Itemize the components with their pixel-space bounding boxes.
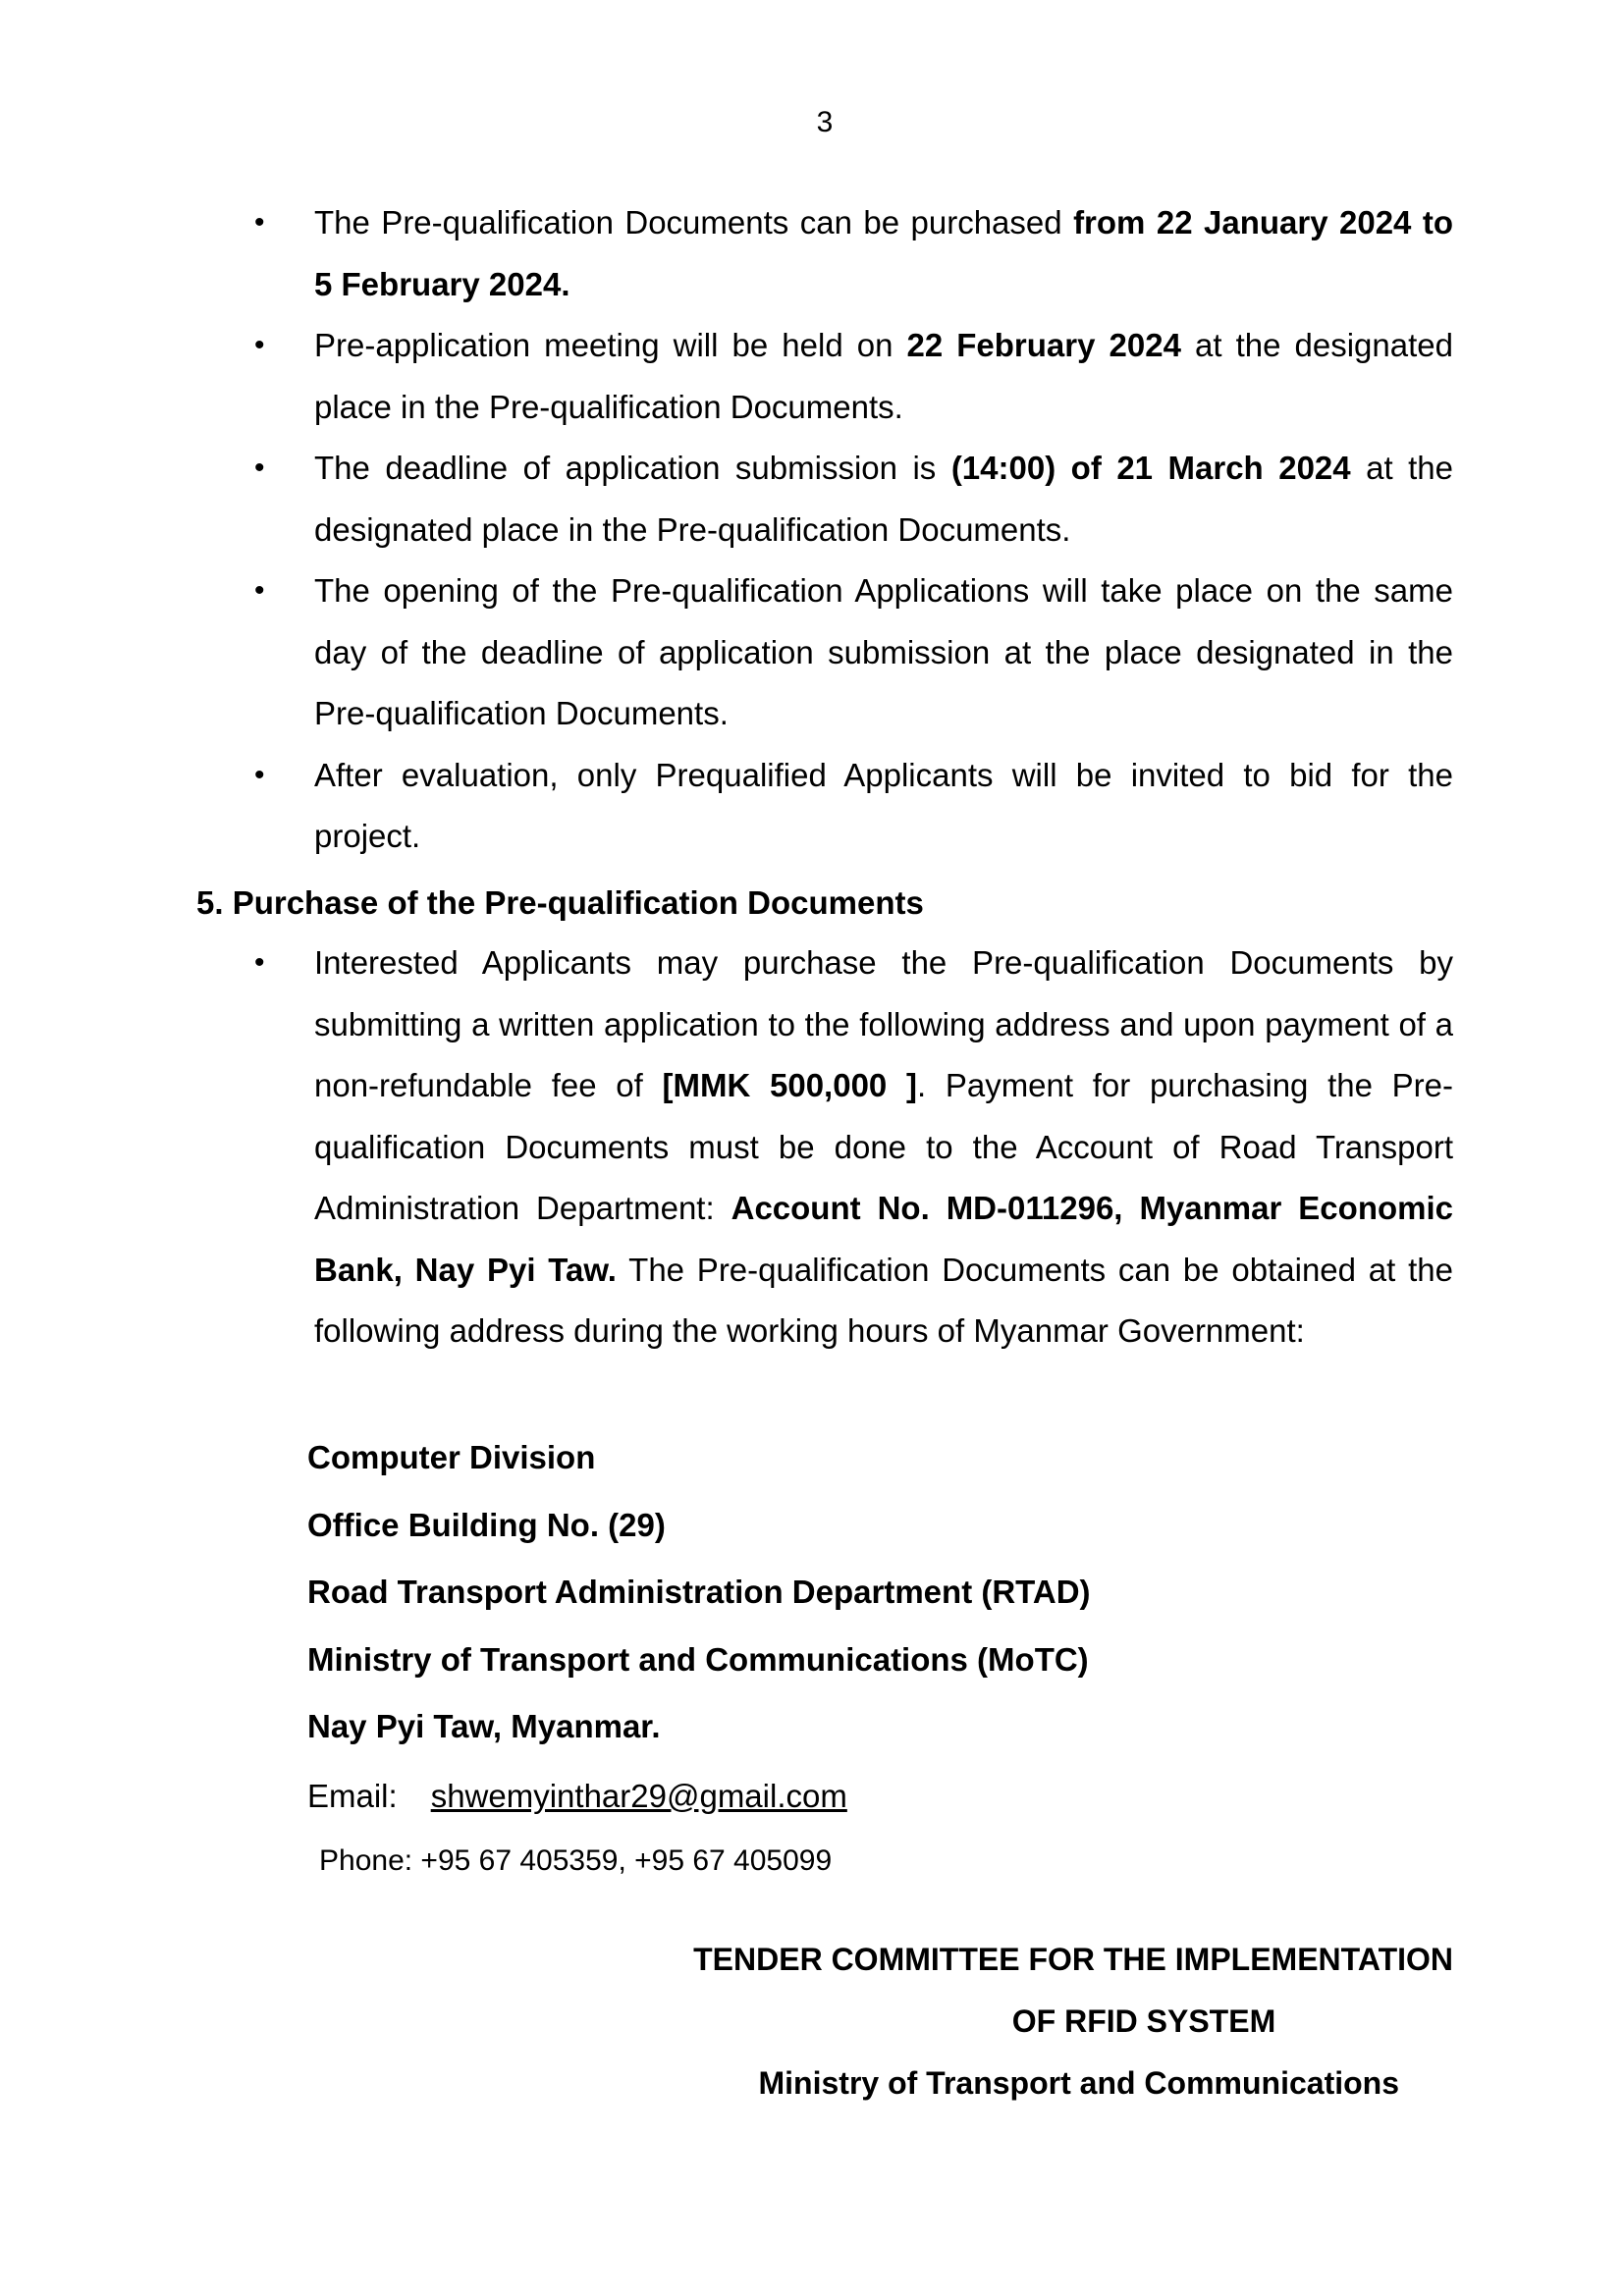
signature-committee-line: TENDER COMMITTEE FOR THE IMPLEMENTATION <box>693 1942 1453 1977</box>
page-number: 3 <box>816 106 834 138</box>
timeline-bullet-item <box>254 745 1453 868</box>
signature-system-line: OF RFID SYSTEM <box>1011 2003 1276 2039</box>
bullet-bold-text: Account No. MD-011296, Myanmar Economic Bank, Nay Pyi Taw. <box>314 1190 1453 1288</box>
address-line-building: Office Building No. (29) <box>307 1506 666 1543</box>
bullet-text: Interested Applicants may purchase the Pre-qualification Documents by submitting a written application to the following address and upon payment of a non-refundable fee of <box>314 944 1453 1103</box>
signature-block <box>687 1929 1453 2114</box>
address-line-city: Nay Pyi Taw, Myanmar. <box>307 1708 661 1744</box>
bullet-dot-icon: • <box>254 758 265 791</box>
bullet-dot-icon: • <box>254 946 265 979</box>
bullet-bold-text: (14:00) of 21 March 2024 <box>950 450 1351 486</box>
timeline-bullet-item <box>254 315 1453 438</box>
purchase-bullet-item <box>254 933 1453 1362</box>
address-line-department: Road Transport Administration Department (RTAD) <box>307 1574 1091 1610</box>
bullet-text: The Pre-qualification Documents can be obtained at the following address during the working hours of Myanmar Government: <box>314 1251 1453 1349</box>
bullet-dot-icon: • <box>254 206 265 239</box>
timeline-bullet-item <box>254 192 1453 315</box>
section-heading: 5. Purchase of the Pre-qualification Documents <box>196 884 924 921</box>
email-line <box>307 1767 861 1826</box>
bullet-bold-text: from 22 January 2024 to 5 February 2024. <box>314 204 1453 302</box>
bullet-text: at the designated place in the Pre-qualification Documents. <box>314 327 1453 425</box>
address-line-division: Computer Division <box>307 1439 596 1475</box>
email-label: Email: <box>307 1778 398 1814</box>
address-block <box>307 1424 1091 1761</box>
bullet-text: at the designated place in the Pre-qualification Documents. <box>314 450 1454 548</box>
timeline-bullet-list <box>0 192 1624 868</box>
bullet-text: The deadline of application submission is <box>314 450 951 486</box>
bullet-dot-icon: • <box>254 574 265 607</box>
bullet-dot-icon: • <box>254 329 265 361</box>
timeline-bullet-item <box>254 438 1454 561</box>
signature-ministry-line: Ministry of Transport and Communications <box>758 2065 1399 2101</box>
bullet-text: The opening of the Pre-qualification Applications will take place on the same day of the deadline of application submission at the place designated in the Pre-qualification Documents. <box>314 572 1453 731</box>
address-line-ministry: Ministry of Transport and Communications (MoTC) <box>307 1640 1089 1678</box>
bullet-bold-text: 22 February 2024 <box>906 327 1181 363</box>
bullet-text: . Payment for purchasing the Pre-qualification Documents must be done to the Account of Road Transport Administration Department: <box>314 1067 1453 1226</box>
email-link[interactable]: shwemyinthar29@gmail.com <box>430 1778 847 1814</box>
phone-line: Phone: +95 67 405359, +95 67 405099 <box>319 1844 833 1877</box>
purchase-bullet-list <box>0 933 1624 1362</box>
bullet-bold-text: [MMK 500,000 ] <box>662 1067 917 1103</box>
bullet-text: Pre-application meeting will be held on <box>314 327 907 363</box>
bullet-text: The Pre-qualification Documents can be purchased <box>314 204 1074 240</box>
bullet-text: After evaluation, only Prequalified Applicants will be invited to bid for the project. <box>314 756 1453 854</box>
bullet-dot-icon: • <box>254 452 265 484</box>
timeline-bullet-item <box>254 561 1453 745</box>
